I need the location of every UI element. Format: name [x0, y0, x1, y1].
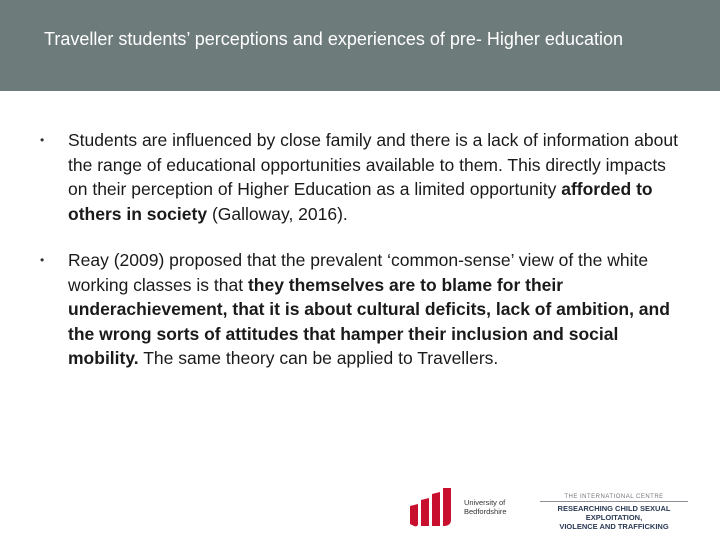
- title-bar: [0, 0, 720, 91]
- university-line: Bedfordshire: [464, 507, 507, 516]
- research-centre-logo: [534, 494, 694, 531]
- university-line: University of: [464, 498, 506, 507]
- footer-logos: [408, 488, 698, 530]
- centre-heading: THE INTERNATIONAL CENTRE: [564, 494, 664, 500]
- university-logo-icon: [408, 488, 460, 528]
- bullet-list: [40, 128, 680, 371]
- bullet-text: (Galloway, 2016).: [207, 203, 348, 224]
- bullet-text: Reay (2009) proposed that the prevalent ‘common-sense’ view of the white working classes is that: [68, 250, 649, 295]
- bullet-marker: •: [40, 253, 45, 267]
- bullet-text: Students are influenced by close family and there is a lack of information about the range of educational opportunities available to them. This directly impacts on their perception of Higher Education as a limited opportunity: [68, 130, 678, 199]
- bullet-marker: •: [40, 133, 45, 147]
- divider: [540, 501, 688, 502]
- bullet-emphasis: afforded to others in society: [68, 179, 653, 224]
- university-name: [464, 498, 507, 516]
- bullet-emphasis: they themselves are to blame for their underachievement, that it is about cultural deficits, lack of ambition, and the wrong sorts of attitudes that hamper their inclusion and social mobility.: [68, 274, 670, 368]
- centre-name-line: RESEARCHING CHILD SEXUAL EXPLOITATION,: [557, 504, 671, 522]
- slide-title: Traveller students’ perceptions and experiences of pre- Higher education: [44, 29, 623, 49]
- bullet-item: [40, 248, 680, 371]
- bullet-item: [40, 128, 680, 226]
- bullet-text: The same theory can be applied to Travellers.: [138, 348, 499, 368]
- centre-name-line: VIOLENCE AND TRAFFICKING: [559, 522, 669, 531]
